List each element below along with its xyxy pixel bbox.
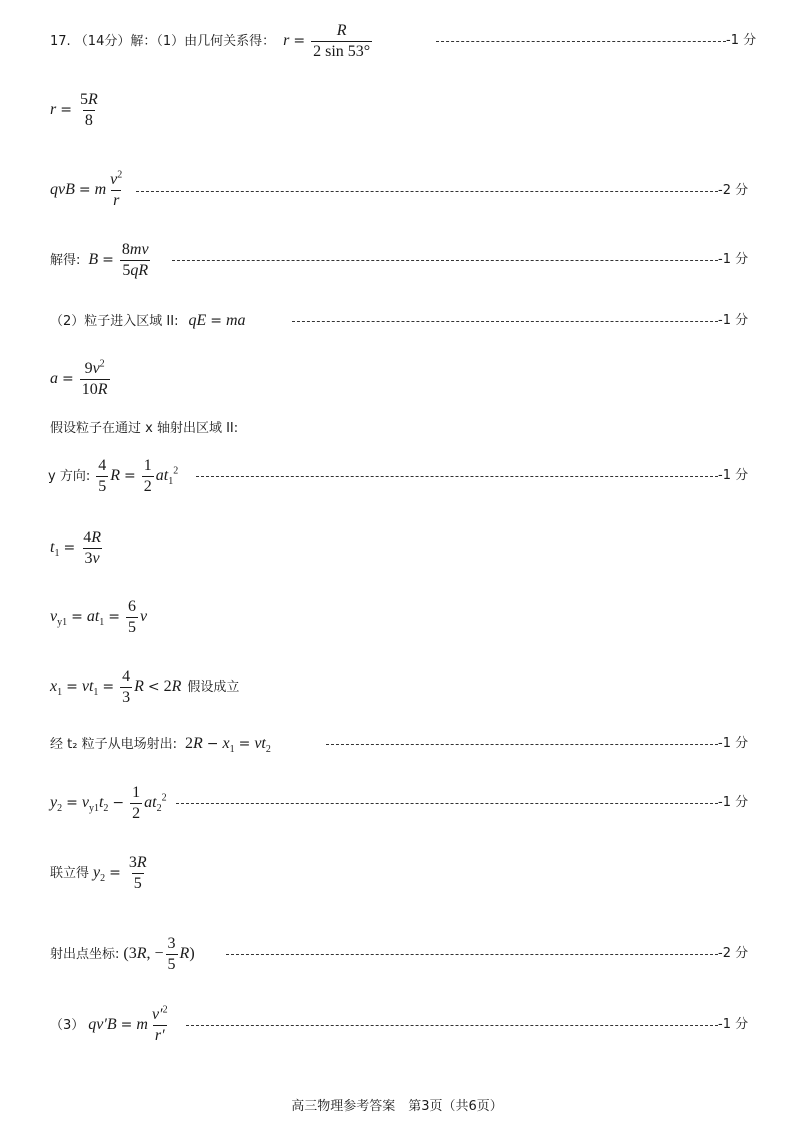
label-t2: 经 t₂ 粒子从电场射出:: [50, 736, 177, 752]
part2-label: （2）粒子进入区域 II:: [50, 313, 179, 329]
eq-qE: （2）粒子进入区域 II: qE = ma: [50, 312, 246, 329]
score-mark: -1 分: [718, 468, 749, 483]
score-mark: -1 分: [718, 736, 749, 751]
eq-t1: $t_1$ = $\frac{4R}{3v}$: [50, 528, 101, 567]
score-mark: -1 分: [718, 252, 749, 267]
eq-y2: $y_2$ = $v_{y1}t_2$ − $\frac{1}{2}$ $at_2^2$: [50, 783, 167, 822]
eq-part3: （3） qv′B = m $\frac{v'^2}{r'}$: [50, 1004, 168, 1044]
label-ydir: y 方向:: [48, 468, 91, 484]
score-leader: [436, 41, 726, 42]
eq-a: a = $\frac{9v^2}{10R}$: [50, 358, 108, 398]
assume-text: 假设粒子在通过 x 轴射出区域 II:: [50, 420, 239, 436]
eq-y2-result: 联立得 $y_2$ = $\frac{3R}{5}$: [50, 853, 147, 892]
eq-exit-point: 射出点坐标: (3R, − $\frac{3}{5}$ R): [50, 934, 195, 973]
label-jiede: 解得:: [50, 252, 81, 268]
eq-r-result: r = $\frac{5R}{8}$: [50, 90, 98, 129]
score-leader: [292, 321, 718, 322]
score-mark: -1 分: [718, 1017, 749, 1032]
score-mark: -2 分: [718, 946, 749, 961]
score-leader: [226, 954, 718, 955]
score-mark: -1 分: [726, 33, 757, 48]
score-leader: [136, 191, 718, 192]
eq-lorentz: qvB = m $\frac{v^2}{r}$: [50, 169, 123, 209]
score-mark: -1 分: [718, 795, 749, 810]
page-footer: 高三物理参考答案 第3页（共6页）: [291, 1099, 503, 1114]
label-lianli: 联立得: [50, 865, 90, 881]
eq-x1: $x_1$ = $vt_1$ = $\frac{4}{3}$ R < 2R 假设成立: [50, 667, 240, 706]
label-exit: 射出点坐标:: [50, 946, 120, 962]
score-leader: [176, 803, 718, 804]
score-leader: [172, 260, 718, 261]
score-mark: -1 分: [718, 313, 749, 328]
eq-t2: 经 t₂ 粒子从电场射出: 2R − $x_1$ = $vt_2$: [50, 735, 271, 756]
eq-vy1: $v_{y1}$ = $at_1$ = $\frac{6}{5}$ v: [50, 597, 148, 636]
question-header: 17. （14分）解：（1）由几何关系得：: [50, 33, 276, 49]
score-mark: -2 分: [718, 183, 749, 198]
score-leader: [326, 744, 718, 745]
score-leader: [186, 1025, 718, 1026]
part3-label: （3）: [50, 1017, 85, 1033]
eq-y-direction: y 方向: $\frac{4}{5}$ R = $\frac{1}{2}$ $at_1^2$: [48, 456, 179, 495]
eq-B: 解得: B = $\frac{8mv}{5qR}$: [50, 240, 149, 279]
score-leader: [196, 476, 718, 477]
eq-r-geometry: 17. （14分）解：（1）由几何关系得： r = $\frac{R}{2 \sin 53^\circ}$: [50, 21, 371, 60]
assume-ok-text: 假设成立: [187, 679, 240, 695]
